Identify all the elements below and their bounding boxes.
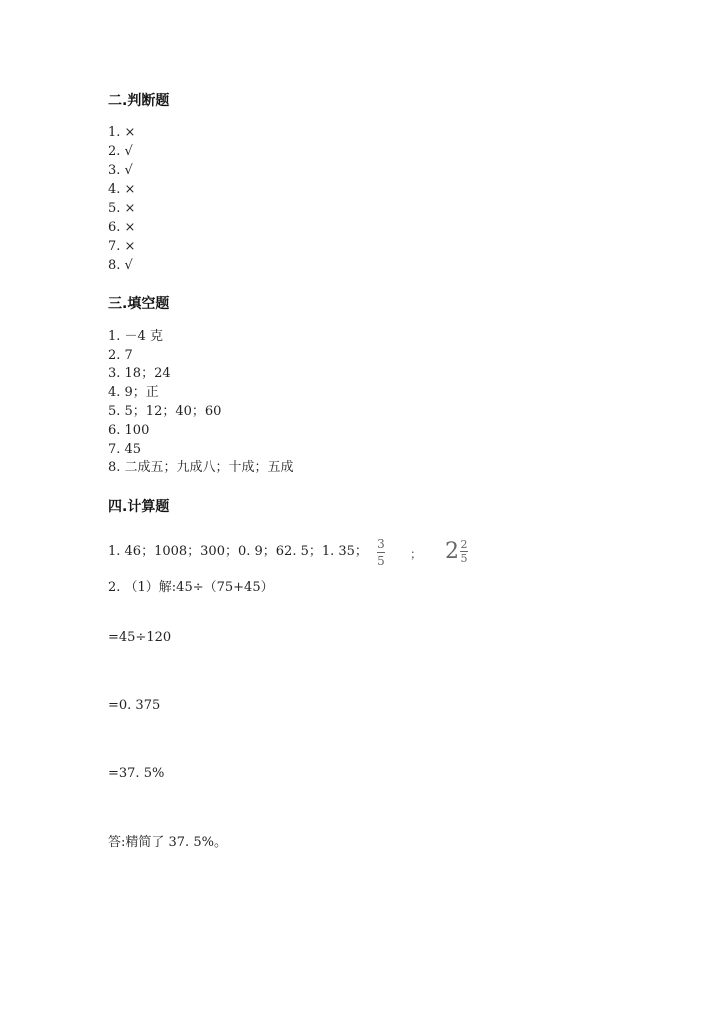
fraction-denominator: 5 [377,554,385,568]
fill-item: 4. 9；正 [108,385,159,400]
calc-step: =0. 375 [108,698,161,713]
calc-answer-line-1: 1. 46；1008；300；0. 9；62. 5；1. 35； [108,544,368,559]
fill-item: 5. 5；12；40；60 [108,404,222,419]
mixed-fraction [460,539,468,564]
calc-final-answer: 答:精简了 37. 5%。 [108,835,227,850]
judge-item: 6. × [108,220,136,235]
judge-item: 7. × [108,239,136,254]
fill-section-title: 三.填空题 [108,296,170,312]
fill-item: 1. －4 克 [108,329,163,344]
fill-item: 2. 7 [108,348,133,363]
fill-item: 3. 18；24 [108,366,171,381]
calc-answer-line-2: 2. （1）解:45÷（75+45） [108,580,274,595]
judge-item: 2. √ [108,144,133,159]
separator: ； [410,547,423,561]
calc-step: =37. 5% [108,766,165,781]
calc-step: =45÷120 [108,630,172,645]
judge-section-title: 二.判断题 [108,93,170,109]
calc-section-title: 四.计算题 [108,499,170,515]
fraction-numerator: 3 [377,537,385,551]
fill-item: 8. 二成五；九成八；十成；五成 [108,460,294,475]
mixed-whole: 2 [445,538,459,564]
mixed-numerator: 2 [460,538,468,551]
judge-item: 5. × [108,201,136,216]
fraction-three-fifths [377,538,385,567]
fill-item: 7. 45 [108,442,142,457]
fraction-bar [377,552,385,553]
judge-item: 3. √ [108,163,133,178]
fill-item: 6. 100 [108,423,150,438]
judge-item: 4. × [108,182,136,197]
judge-item: 8. √ [108,258,133,273]
mixed-number [445,539,468,564]
judge-item: 1. × [108,125,136,140]
mixed-denominator: 5 [460,552,468,565]
